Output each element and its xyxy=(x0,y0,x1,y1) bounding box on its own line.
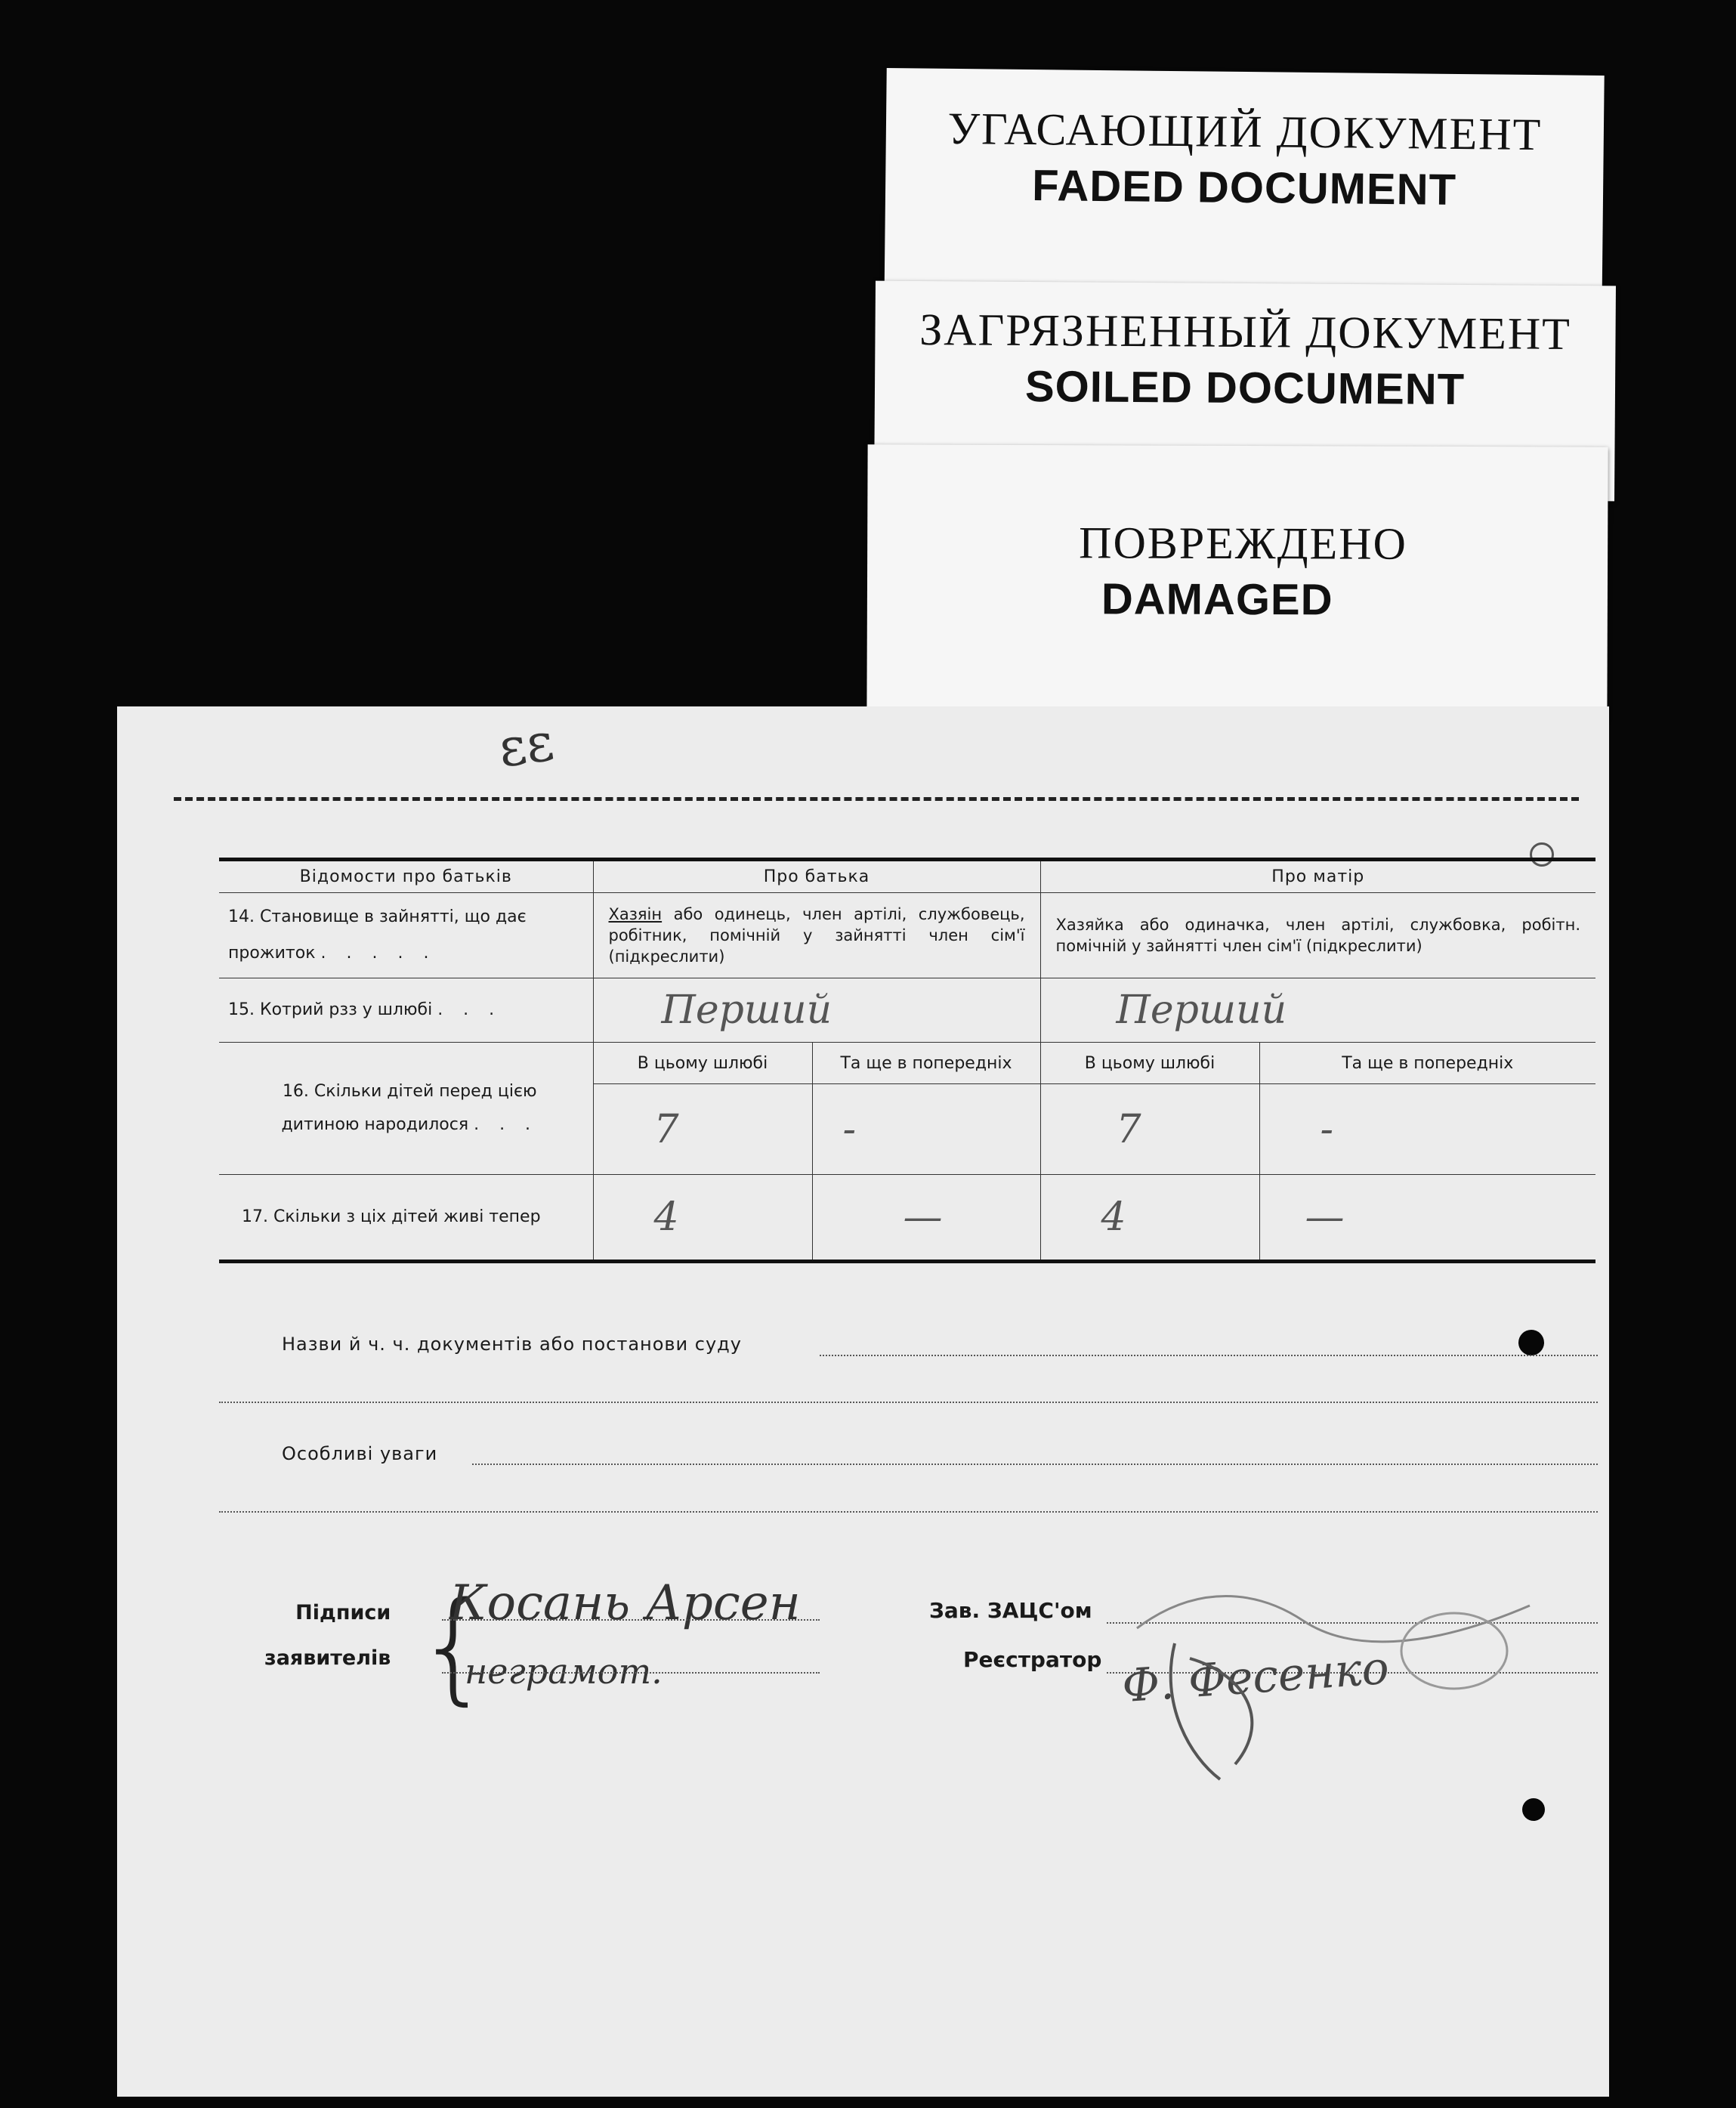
soiled-label-en: SOILED DOCUMENT xyxy=(1024,361,1466,415)
row14-father-options xyxy=(593,893,1040,978)
faded-label-ru: УГАСАЮЩИЙ ДОКУМЕНТ xyxy=(947,103,1543,160)
row15-dots: . . . xyxy=(437,1000,502,1019)
row16-dots: . . . xyxy=(474,1115,539,1134)
applicant-signature-1: Косань Арсен xyxy=(449,1575,801,1631)
documents-label: Назви й ч. ч. документів або постанови суду xyxy=(282,1334,742,1355)
damaged-label-ru: ПОВРЕЖДЕНО xyxy=(1079,518,1407,569)
registrar-label: Реєстратор xyxy=(963,1647,1102,1672)
row15-mother-value: Перший xyxy=(1040,978,1595,1043)
faded-label-en: FADED DOCUMENT xyxy=(1031,161,1457,215)
notes-dotted-line-2 xyxy=(219,1511,1598,1513)
damaged-label-en: DAMAGED xyxy=(1101,574,1333,625)
row17-father-this: 4 xyxy=(593,1175,812,1262)
soiled-label-ru: ЗАГРЯЗНЕННЫЙ ДОКУМЕНТ xyxy=(919,304,1572,360)
documents-dotted-line-2 xyxy=(219,1402,1598,1403)
header-mother: Про матір xyxy=(1040,860,1595,893)
row16-father-prev: - xyxy=(812,1084,1040,1175)
header-left: Відомости про батьків xyxy=(219,860,593,893)
brace-symbol: { xyxy=(415,1575,493,1717)
applicants-signatures-label xyxy=(264,1590,391,1681)
notes-field xyxy=(282,1443,437,1464)
father-previous-header: Та ще в попередніх xyxy=(812,1043,1040,1084)
registrar-signature: Ф. Фесенко xyxy=(1120,1641,1391,1714)
signatures-label-line2: заявителів xyxy=(264,1646,391,1670)
father-this-marriage-header: В цьому шлюбі xyxy=(593,1043,812,1084)
signature-line-1 xyxy=(442,1619,820,1621)
parents-info-table xyxy=(219,858,1595,1263)
applicant-signature-2: неграмот. xyxy=(465,1651,663,1692)
registry-form-sheet xyxy=(117,706,1609,2097)
signature-line-2 xyxy=(442,1672,820,1674)
row17-label: 17. Скільки з ціх дітей живі тепер xyxy=(219,1175,593,1262)
row16-father-this: 7 xyxy=(593,1084,812,1175)
corner-mark: ɛɛ xyxy=(494,710,558,780)
signatures-label-line1: Підписи xyxy=(295,1601,391,1624)
documents-field xyxy=(282,1334,742,1355)
damaged-document-label xyxy=(866,444,1608,719)
notes-label: Особливі уваги xyxy=(282,1443,438,1464)
notes-dotted-line xyxy=(472,1464,1598,1465)
row16-label xyxy=(219,1043,593,1175)
header-father: Про батька xyxy=(593,860,1040,893)
row17-mother-prev: — xyxy=(1259,1175,1595,1262)
stamp-scribble xyxy=(1107,1538,1560,1787)
row17-father-prev: — xyxy=(812,1175,1040,1262)
row14-label-text: 14. Становище в зайнятті, що дає прожиток xyxy=(228,907,527,963)
row15-label xyxy=(219,978,593,1043)
row14-father-rest: або одинець, член артілі, службовець, робітник, помічній у зайнятті член сім'ї (підкреслити) xyxy=(608,905,1025,966)
row14-mother-options: Хазяйка або одиначка, член артілі, службовка, робітн. помічній у зайнятті член сім'ї (підкреслити) xyxy=(1040,893,1595,978)
row15-label-text: 15. Котрий рзз у шлюбі xyxy=(228,1000,433,1019)
row14-dots: . . . . . xyxy=(320,944,437,963)
row17-mother-this: 4 xyxy=(1040,1175,1259,1262)
documents-dotted-line xyxy=(820,1355,1598,1356)
perforation-line xyxy=(174,797,1579,801)
row16-mother-prev: - xyxy=(1259,1084,1595,1175)
row14-father-underlined: Хазяін xyxy=(608,905,663,923)
head-of-registry-label: Зав. ЗАЦС'ом xyxy=(929,1598,1092,1623)
row16-mother-this: 7 xyxy=(1040,1084,1259,1175)
mother-this-marriage-header: В цьому шлюбі xyxy=(1040,1043,1259,1084)
row15-father-value: Перший xyxy=(593,978,1040,1043)
mother-previous-header: Та ще в попередніх xyxy=(1259,1043,1595,1084)
row16-label-text: 16. Скільки дітей перед цією дитиною народилося xyxy=(281,1082,537,1134)
row14-label xyxy=(219,893,593,978)
punch-hole xyxy=(1518,1330,1544,1355)
punch-hole xyxy=(1522,1798,1545,1821)
